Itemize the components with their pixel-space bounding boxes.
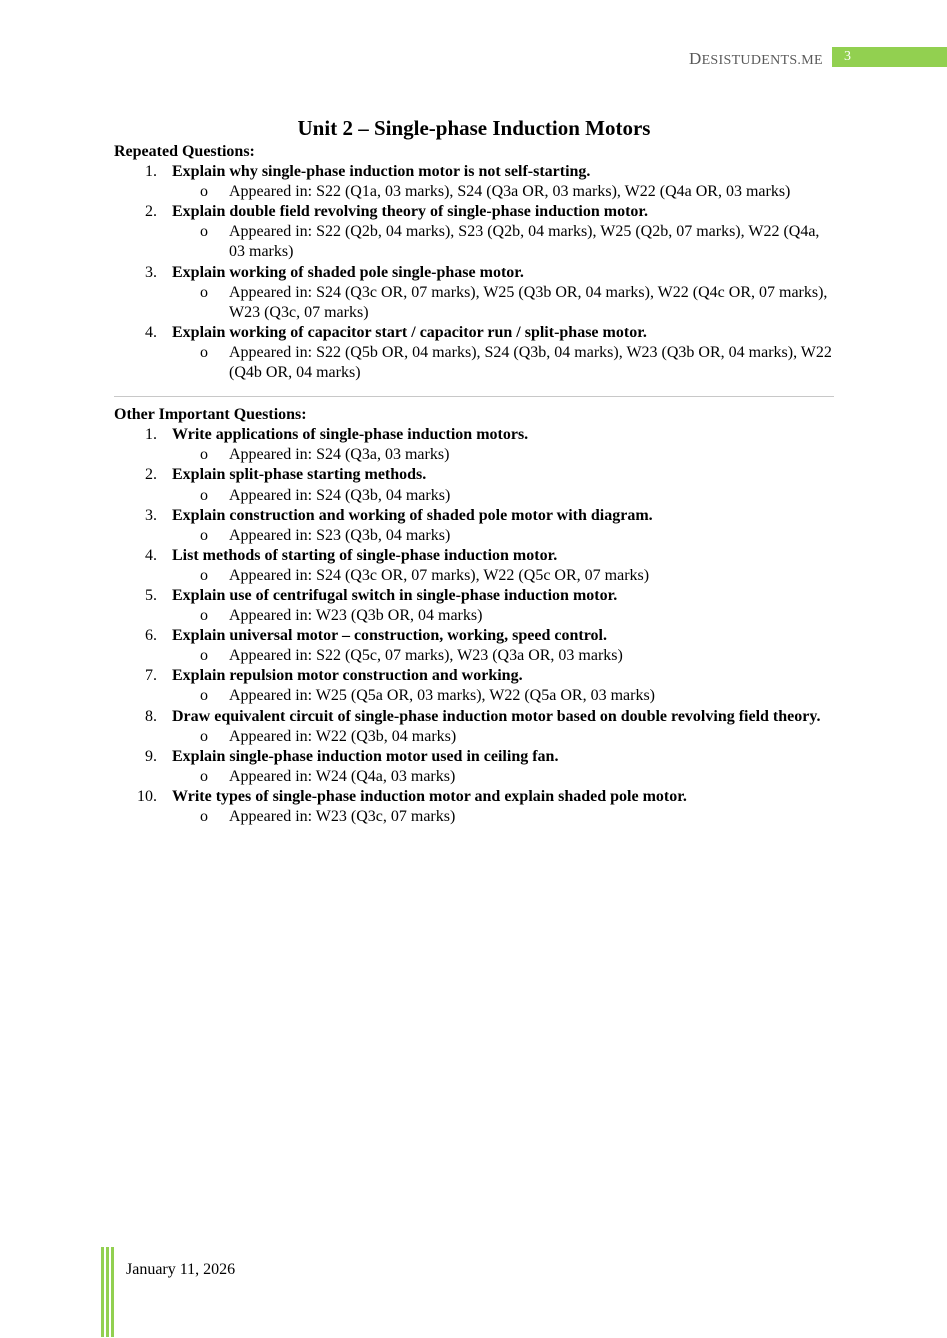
question-item — [114, 263, 834, 323]
appeared-in-value: S24 (Q3a, 03 marks) — [316, 446, 450, 464]
appeared-in-value: S24 (Q3c OR, 07 marks), W22 (Q5c OR, 07 marks) — [316, 566, 650, 584]
question-number: 2. — [145, 466, 157, 484]
question-item — [114, 747, 834, 787]
question-number: 8. — [145, 707, 157, 725]
appeared-in-label: Appeared in: — [229, 727, 316, 745]
bullet-icon: o — [200, 566, 208, 584]
question-item — [114, 626, 834, 666]
appeared-in-value: W23 (Q3b OR, 04 marks) — [315, 607, 483, 625]
question-text: Write applications of single-phase induction motors. — [172, 426, 529, 444]
question-item — [114, 323, 834, 383]
appeared-in-line — [114, 566, 834, 586]
appeared-in-label: Appeared in: — [229, 526, 317, 544]
question-text: Explain universal motor – construction, working, speed control. — [172, 627, 607, 645]
question-number: 9. — [145, 747, 157, 765]
bullet-icon: o — [200, 647, 208, 665]
appeared-in-line — [114, 767, 834, 787]
question-item — [114, 506, 834, 546]
document-body — [114, 114, 834, 827]
appeared-in-label: Appeared in: — [229, 486, 317, 504]
question-text: Explain use of centrifugal switch in single-phase induction motor. — [172, 586, 618, 604]
appeared-in-value: W23 (Q3c, 07 marks) — [315, 808, 456, 825]
question-text: Write types of single-phase induction motor and explain shaded pole motor. — [172, 787, 687, 805]
bullet-icon: o — [200, 808, 208, 825]
appeared-in-label: Appeared in: — [229, 223, 317, 241]
appeared-in-line — [114, 222, 834, 262]
question-item — [114, 202, 834, 262]
appeared-in-value: S23 (Q3b, 04 marks) — [316, 526, 451, 544]
question-text: Explain single-phase induction motor used in ceiling fan. — [172, 747, 559, 765]
question-text: Explain why single-phase induction motor is not self-starting. — [172, 163, 591, 181]
question-number: 4. — [145, 546, 157, 564]
appeared-in-value: S22 (Q2b, 04 marks), S23 (Q2b, 04 marks), W25 (Q2b, 07 marks), W22 (Q4a, 03 marks) — [229, 223, 820, 261]
question-text: Explain repulsion motor construction and working. — [172, 667, 523, 685]
appeared-in-label: Appeared in: — [229, 183, 317, 201]
question-text: Explain working of capacitor start / capacitor run / split-phase motor. — [172, 323, 647, 341]
question-item — [114, 465, 834, 505]
question-item — [114, 546, 834, 586]
question-text: Draw equivalent circuit of single-phase induction motor based on double revolving field theory. — [172, 707, 821, 725]
repeated-questions-list — [114, 162, 834, 383]
question-text: Explain working of shaded pole single-phase motor. — [172, 263, 524, 281]
appeared-in-label: Appeared in: — [229, 446, 317, 464]
appeared-in-value: W25 (Q5a OR, 03 marks), W22 (Q5a OR, 03 marks) — [315, 687, 655, 705]
bullet-icon: o — [200, 223, 208, 241]
repeated-questions-heading: Repeated Questions: — [114, 143, 255, 160]
appeared-in-line — [114, 686, 834, 706]
question-number: 7. — [145, 667, 157, 685]
section-divider — [114, 396, 834, 397]
bullet-icon: o — [200, 486, 208, 504]
question-number: 4. — [145, 323, 157, 341]
bullet-icon: o — [200, 446, 208, 464]
question-number: 1. — [145, 163, 157, 181]
site-name-rest: ESISTUDENTS.ME — [701, 53, 823, 68]
appeared-in-line — [114, 606, 834, 626]
appeared-in-line — [114, 283, 834, 323]
other-questions-list — [114, 425, 834, 827]
appeared-in-label: Appeared in: — [229, 283, 317, 301]
question-number: 2. — [145, 203, 157, 221]
question-item — [114, 162, 834, 202]
appeared-in-value: S24 (Q3b, 04 marks) — [316, 486, 451, 504]
bullet-icon: o — [200, 687, 208, 705]
appeared-in-label: Appeared in: — [229, 808, 316, 825]
appeared-in-line — [114, 727, 834, 747]
appeared-in-label: Appeared in: — [229, 647, 317, 665]
appeared-in-line — [114, 646, 834, 666]
appeared-in-line — [114, 182, 834, 202]
question-item — [114, 666, 834, 706]
bullet-icon: o — [200, 526, 208, 544]
question-text: List methods of starting of single-phase induction motor. — [172, 546, 558, 564]
question-text: Explain double field revolving theory of single-phase induction motor. — [172, 203, 649, 221]
question-number: 5. — [145, 586, 157, 604]
question-item — [114, 425, 834, 465]
site-name-initial: D — [689, 49, 702, 68]
bullet-icon: o — [200, 183, 208, 201]
appeared-in-label: Appeared in: — [229, 767, 316, 785]
question-text: Explain split-phase starting methods. — [172, 466, 427, 484]
question-item — [114, 707, 834, 747]
question-number: 6. — [145, 627, 157, 645]
appeared-in-label: Appeared in: — [229, 687, 316, 705]
appeared-in-line — [114, 486, 834, 506]
bullet-icon: o — [200, 283, 208, 301]
bullet-icon: o — [200, 343, 208, 361]
footer-bar — [101, 1247, 104, 1337]
page-title: Unit 2 – Single-phase Induction Motors — [297, 116, 651, 140]
site-name — [689, 49, 823, 69]
appeared-in-value: W22 (Q3b, 04 marks) — [315, 727, 457, 745]
footer-date: January 11, 2026 — [126, 1261, 236, 1278]
appeared-in-line — [114, 807, 834, 827]
question-number: 1. — [145, 426, 157, 444]
footer-bar — [111, 1247, 114, 1337]
appeared-in-line — [114, 343, 834, 383]
bullet-icon: o — [200, 727, 208, 745]
appeared-in-value: W24 (Q4a, 03 marks) — [315, 767, 456, 785]
question-number: 10. — [137, 787, 157, 805]
other-questions-heading: Other Important Questions: — [114, 406, 307, 424]
appeared-in-label: Appeared in: — [229, 566, 317, 584]
question-number: 3. — [145, 263, 157, 281]
appeared-in-value: S24 (Q3c OR, 07 marks), W25 (Q3b OR, 04 marks), W22 (Q4c OR, 07 marks), W23 (Q3c, 07 marks) — [229, 283, 828, 321]
appeared-in-line — [114, 526, 834, 546]
appeared-in-value: S22 (Q5b OR, 04 marks), S24 (Q3b, 04 marks), W23 (Q3b OR, 04 marks), W22 (Q4b OR, 04 marks) — [229, 343, 832, 382]
appeared-in-value: S22 (Q5c, 07 marks), W23 (Q3a OR, 03 marks) — [316, 647, 623, 665]
appeared-in-value: S22 (Q1a, 03 marks), S24 (Q3a OR, 03 marks), W22 (Q4a OR, 03 marks) — [316, 183, 791, 201]
bullet-icon: o — [200, 607, 208, 625]
question-number: 3. — [145, 506, 157, 524]
appeared-in-label: Appeared in: — [229, 607, 316, 625]
question-text: Explain construction and working of shaded pole motor with diagram. — [172, 506, 653, 524]
page-number-badge: 3 — [832, 47, 947, 67]
footer-accent-bars — [101, 1247, 115, 1337]
bullet-icon: o — [200, 767, 208, 785]
appeared-in-label: Appeared in: — [229, 343, 317, 361]
footer-bar — [106, 1247, 109, 1337]
question-item — [114, 586, 834, 626]
appeared-in-line — [114, 445, 834, 465]
question-item — [114, 787, 834, 827]
